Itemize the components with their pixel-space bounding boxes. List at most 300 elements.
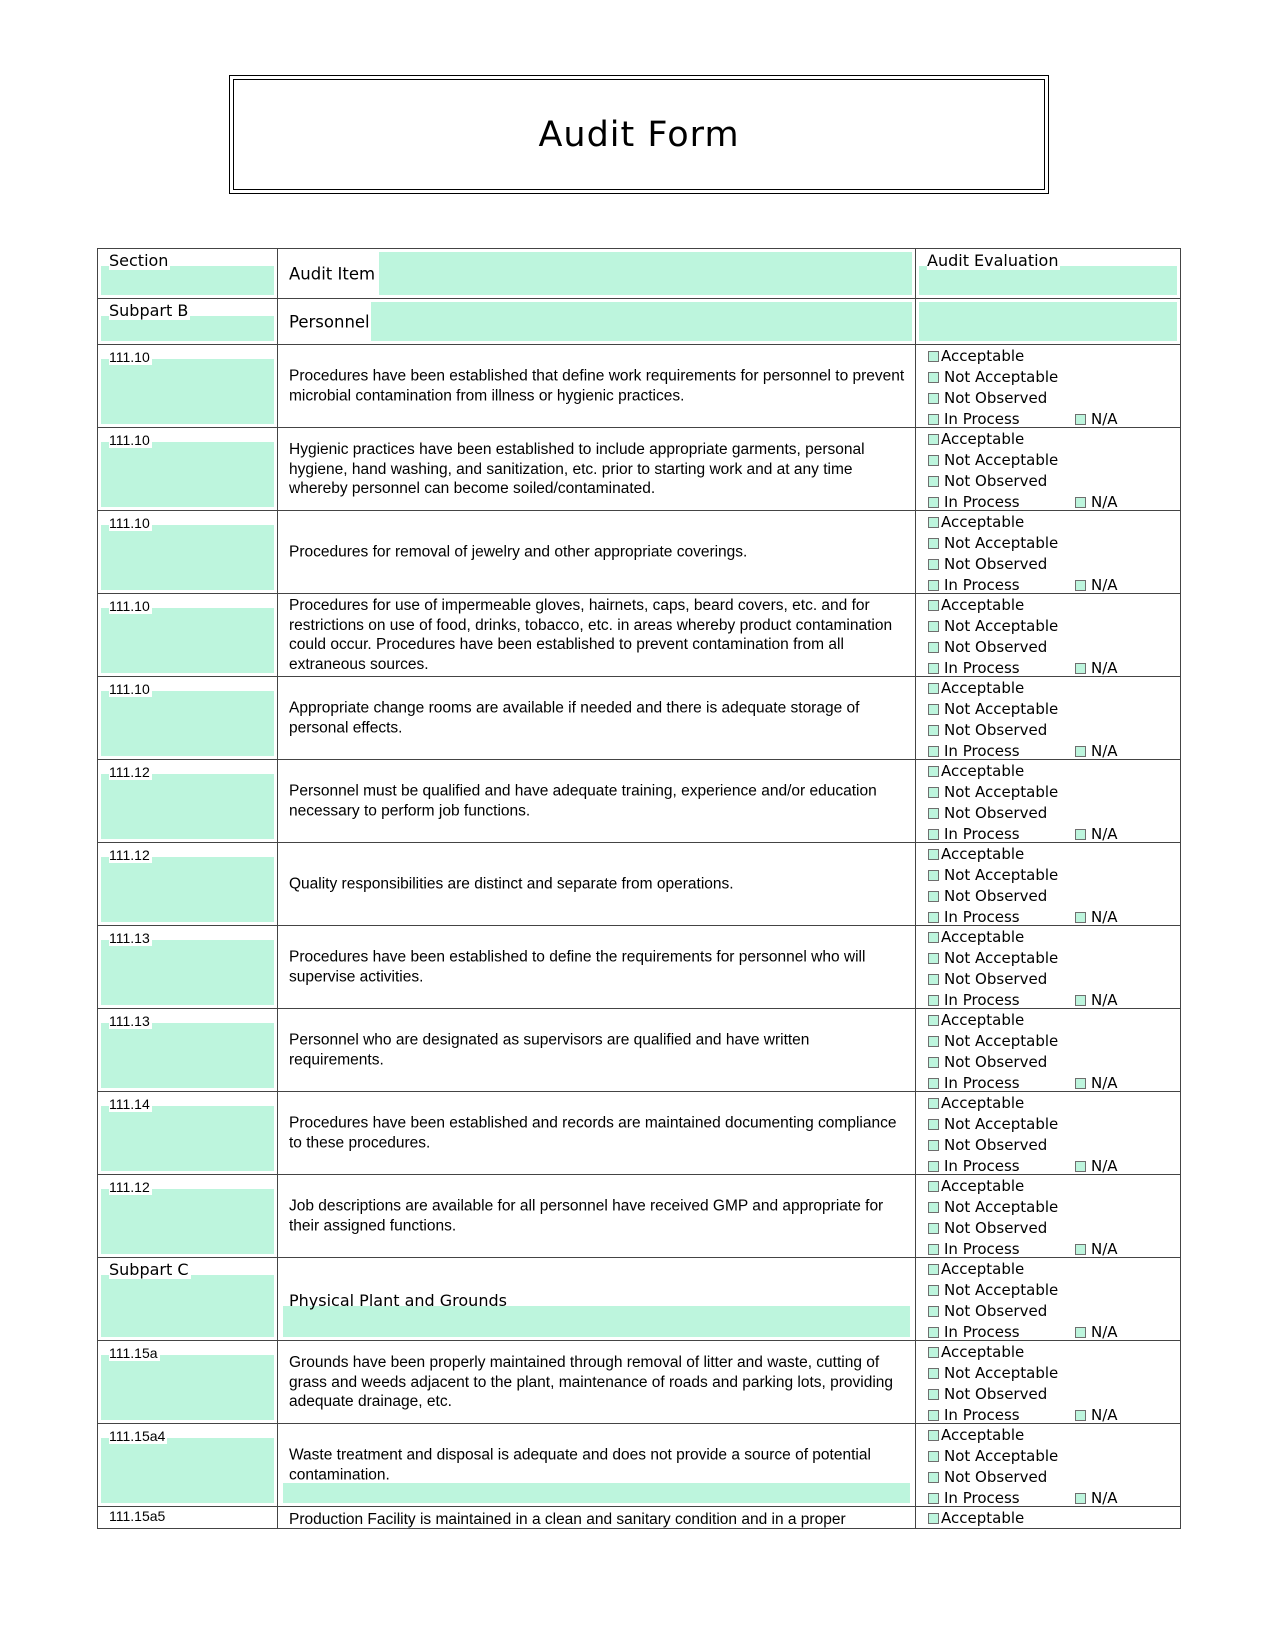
checkbox-in-process[interactable] [928,741,1020,761]
checkbox-not-observed[interactable] [928,471,1047,491]
checkbox-na[interactable] [1075,1239,1118,1259]
checkbox-not-acceptable[interactable] [928,1363,1058,1383]
item-cell [278,1507,916,1529]
checkbox-box[interactable] [928,559,939,570]
table-row [98,926,1181,1009]
subpart-row [98,1258,1181,1341]
checkbox-na[interactable] [1075,1322,1118,1342]
page-title: Audit Form [538,114,740,155]
item-text: Personnel who are designated as supervisors are qualified and have written requirements. [289,1031,810,1068]
item-cell [278,1424,916,1507]
checkbox-box[interactable] [1075,746,1086,757]
checkbox-label: Not Observed [944,472,1048,490]
checkbox-box[interactable] [1075,663,1086,674]
evaluation-options [928,1258,1180,1340]
checkbox-label: N/A [1091,1240,1118,1258]
checkbox-acceptable[interactable] [928,595,1024,615]
section-label: 111.12 [109,847,150,863]
checkbox-label: In Process [944,742,1020,760]
checkbox-not-observed[interactable] [928,969,1047,989]
checkbox-box[interactable] [928,1410,939,1421]
checkbox-box[interactable] [928,372,939,383]
checkbox-label: In Process [944,493,1020,511]
checkbox-box[interactable] [1075,1078,1086,1089]
checkbox-label: N/A [1091,991,1118,1009]
checkbox-box[interactable] [928,808,939,819]
checkbox-label: Acceptable [941,1426,1025,1444]
evaluation-options [928,1009,1180,1091]
header-row [98,249,1181,299]
checkbox-label: In Process [944,825,1020,843]
header-item-cell[interactable] [278,249,916,299]
checkbox-label: Acceptable [941,1509,1025,1527]
item-header-field[interactable] [379,252,912,295]
checkbox-in-process[interactable] [928,907,1020,927]
checkbox-label: Acceptable [941,679,1025,697]
checkbox-na[interactable] [1075,1405,1118,1425]
audit-table [97,248,1181,1529]
section-cell[interactable] [98,1009,278,1092]
table-row [98,1424,1181,1507]
checkbox-label: Not Observed [944,1385,1048,1403]
checkbox-in-process[interactable] [928,824,1020,844]
item-text: Physical Plant and Grounds [289,1291,507,1310]
evaluation-cell [916,594,1181,677]
checkbox-acceptable[interactable] [928,512,1024,532]
checkbox-box[interactable] [1075,912,1086,923]
table-row [98,677,1181,760]
checkbox-box[interactable] [928,434,939,445]
checkbox-label: In Process [944,1240,1020,1258]
checkbox-box[interactable] [928,974,939,985]
checkbox-box[interactable] [1075,1327,1086,1338]
checkbox-not-observed[interactable] [928,1218,1047,1238]
checkbox-in-process[interactable] [928,1322,1020,1342]
checkbox-label: N/A [1091,1489,1118,1507]
section-field[interactable] [101,1355,274,1420]
checkbox-na[interactable] [1075,1073,1118,1093]
section-field[interactable] [101,442,274,507]
checkbox-not-acceptable[interactable] [928,782,1058,802]
checkbox-label: Not Observed [944,389,1048,407]
checkbox-box[interactable] [928,1472,939,1483]
eval-header-field[interactable] [919,266,1177,295]
checkbox-label: Acceptable [941,596,1025,614]
checkbox-label: N/A [1091,742,1118,760]
checkbox-label: Not Observed [944,1136,1048,1154]
section-field[interactable] [101,940,274,1005]
evaluation-options [928,594,1180,676]
evaluation-options [928,1507,1180,1528]
checkbox-na[interactable] [1075,658,1118,678]
item-text: Personnel must be qualified and have adequate training, experience and/or education necessary to perform job functions. [289,782,877,819]
checkbox-box[interactable] [928,414,939,425]
section-cell[interactable] [98,1424,278,1507]
checkbox-not-observed[interactable] [928,886,1047,906]
checkbox-label: Not Observed [944,1053,1048,1071]
checkbox-box[interactable] [1075,1410,1086,1421]
checkbox-label: In Process [944,659,1020,677]
checkbox-na[interactable] [1075,990,1118,1010]
evaluation-cell [916,1175,1181,1258]
checkbox-box[interactable] [928,704,939,715]
item-cell [278,1009,916,1092]
section-field[interactable] [101,1275,274,1337]
checkbox-not-acceptable[interactable] [928,865,1058,885]
checkbox-not-observed[interactable] [928,1135,1047,1155]
checkbox-not-observed[interactable] [928,1467,1047,1487]
checkbox-label: In Process [944,1489,1020,1507]
checkbox-acceptable[interactable] [928,346,1024,366]
checkbox-box[interactable] [1075,1244,1086,1255]
checkbox-label: Not Acceptable [944,949,1059,967]
checkbox-not-observed[interactable] [928,1052,1047,1072]
checkbox-na[interactable] [1075,1156,1118,1176]
checkbox-label: Not Observed [944,638,1048,656]
checkbox-box[interactable] [1075,995,1086,1006]
section-cell[interactable] [98,1507,278,1529]
checkbox-acceptable[interactable] [928,761,1024,781]
checkbox-acceptable[interactable] [928,844,1024,864]
checkbox-acceptable[interactable] [928,1342,1024,1362]
checkbox-box[interactable] [928,1327,939,1338]
checkbox-box[interactable] [928,870,939,881]
checkbox-box[interactable] [928,1181,939,1192]
checkbox-not-acceptable[interactable] [928,367,1058,387]
checkbox-not-acceptable[interactable] [928,1446,1058,1466]
checkbox-box[interactable] [928,580,939,591]
title-box [229,75,1049,194]
section-field[interactable] [101,1438,274,1503]
section-field[interactable] [101,266,274,295]
item-cell [278,926,916,1009]
section-field[interactable] [101,1189,274,1254]
header-eval-cell[interactable] [916,249,1181,299]
checkbox-label: Not Acceptable [944,783,1059,801]
checkbox-box[interactable] [928,1036,939,1047]
checkbox-na[interactable] [1075,824,1118,844]
checkbox-label: In Process [944,1074,1020,1092]
checkbox-label: Not Acceptable [944,700,1059,718]
checkbox-box[interactable] [928,476,939,487]
checkbox-acceptable[interactable] [928,1093,1024,1113]
item-cell [278,511,916,594]
section-field[interactable] [101,525,274,590]
checkbox-not-observed[interactable] [928,637,1047,657]
subpart-row [98,1507,1181,1529]
section-field[interactable] [101,774,274,839]
checkbox-box[interactable] [928,829,939,840]
checkbox-box[interactable] [928,1285,939,1296]
checkbox-box[interactable] [928,1057,939,1068]
checkbox-not-acceptable[interactable] [928,1197,1058,1217]
section-label: 111.12 [109,764,150,780]
checkbox-box[interactable] [1075,414,1086,425]
evaluation-options [928,926,1180,1008]
checkbox-label: Not Acceptable [944,1281,1059,1299]
item-text: Appropriate change rooms are available if needed and there is adequate storage of personal effects. [289,699,860,736]
table-row [98,1009,1181,1092]
section-field[interactable] [101,608,274,673]
item-cell [278,428,916,511]
evaluation-cell [916,1341,1181,1424]
checkbox-acceptable[interactable] [928,927,1024,947]
checkbox-in-process[interactable] [928,492,1020,512]
checkbox-box[interactable] [928,663,939,674]
checkbox-label: Acceptable [941,513,1025,531]
evaluation-cell [916,926,1181,1009]
section-cell[interactable] [98,594,278,677]
checkbox-in-process[interactable] [928,1073,1020,1093]
checkbox-not-observed[interactable] [928,803,1047,823]
item-text: Production Facility is maintained in a clean and sanitary condition and in a proper [289,1511,846,1528]
checkbox-label: Not Acceptable [944,1032,1059,1050]
section-cell[interactable] [98,1258,278,1341]
section-field[interactable] [101,1106,274,1171]
checkbox-label: Acceptable [941,1177,1025,1195]
checkbox-not-acceptable[interactable] [928,948,1058,968]
checkbox-acceptable[interactable] [928,1259,1024,1279]
checkbox-box[interactable] [928,1119,939,1130]
checkbox-box[interactable] [928,455,939,466]
checkbox-box[interactable] [928,932,939,943]
item-cell [278,843,916,926]
checkbox-box[interactable] [928,849,939,860]
checkbox-label: Not Observed [944,721,1048,739]
section-cell[interactable] [98,843,278,926]
subpart-row [98,299,1181,345]
item-field[interactable] [283,1306,910,1337]
evaluation-options [928,1341,1180,1423]
checkbox-label: Not Acceptable [944,534,1059,552]
checkbox-box[interactable] [928,1223,939,1234]
checkbox-box[interactable] [1075,1161,1086,1172]
section-label: 111.10 [109,349,150,365]
checkbox-box[interactable] [928,1389,939,1400]
checkbox-not-acceptable[interactable] [928,1280,1058,1300]
checkbox-in-process[interactable] [928,409,1020,429]
checkbox-not-observed[interactable] [928,388,1047,408]
checkbox-in-process[interactable] [928,1156,1020,1176]
checkbox-box[interactable] [928,1347,939,1358]
checkbox-label: N/A [1091,1406,1118,1424]
evaluation-cell [916,428,1181,511]
checkbox-box[interactable] [928,351,939,362]
checkbox-label: N/A [1091,908,1118,926]
checkbox-acceptable[interactable] [928,1176,1024,1196]
checkbox-box[interactable] [928,725,939,736]
checkbox-box[interactable] [928,787,939,798]
checkbox-box[interactable] [928,1493,939,1504]
evaluation-cell [916,1507,1181,1529]
eval-field[interactable] [919,302,1177,341]
checkbox-box[interactable] [928,683,939,694]
section-cell[interactable] [98,677,278,760]
checkbox-na[interactable] [1075,907,1118,927]
checkbox-in-process[interactable] [928,575,1020,595]
item-text: Personnel [289,312,370,331]
checkbox-label: Acceptable [941,347,1025,365]
checkbox-acceptable[interactable] [928,1010,1024,1030]
checkbox-not-observed[interactable] [928,1301,1047,1321]
checkbox-label: Not Observed [944,1219,1048,1237]
checkbox-box[interactable] [928,1202,939,1213]
evaluation-cell [916,1258,1181,1341]
checkbox-label: Acceptable [941,845,1025,863]
checkbox-box[interactable] [928,1264,939,1275]
item-text: Job descriptions are available for all personnel have received GMP and appropriate for their assigned functions. [289,1197,884,1234]
item-text: Hygienic practices have been established to include appropriate garments, personal hygiene, hand washing, and sanitization, etc. prior to starting work and at any time whereby personnel can become soiled/contaminated. [289,440,865,497]
checkbox-box[interactable] [928,538,939,549]
checkbox-box[interactable] [928,621,939,632]
section-field[interactable] [101,359,274,424]
checkbox-box[interactable] [928,1015,939,1026]
section-label: 111.10 [109,598,150,614]
checkbox-label: In Process [944,576,1020,594]
evaluation-cell [916,345,1181,428]
checkbox-label: Acceptable [941,762,1025,780]
section-label: 111.10 [109,681,150,697]
checkbox-label: N/A [1091,1074,1118,1092]
section-cell[interactable] [98,345,278,428]
item-field[interactable] [371,302,912,341]
item-field[interactable] [283,1483,910,1503]
checkbox-box[interactable] [928,1161,939,1172]
checkbox-box[interactable] [928,393,939,404]
checkbox-in-process[interactable] [928,1239,1020,1259]
checkbox-not-acceptable[interactable] [928,616,1058,636]
checkbox-not-acceptable[interactable] [928,1114,1058,1134]
checkbox-label: Acceptable [941,928,1025,946]
table-row [98,760,1181,843]
checkbox-na[interactable] [1075,575,1118,595]
checkbox-label: Not Observed [944,970,1048,988]
checkbox-box[interactable] [928,1368,939,1379]
section-field[interactable] [101,691,274,756]
evaluation-cell [916,760,1181,843]
item-text: Procedures have been established that define work requirements for personnel to prevent microbial contamination from illness or hygienic practices. [289,367,905,404]
checkbox-in-process[interactable] [928,1405,1020,1425]
checkbox-not-acceptable[interactable] [928,699,1058,719]
checkbox-box[interactable] [928,600,939,611]
item-text: Grounds have been properly maintained through removal of litter and waste, cutting of grass and weeds adjacent to the plant, maintenance of roads and parking lots, providing adequate drainage, etc. [289,1353,894,1410]
section-cell[interactable] [98,760,278,843]
checkbox-acceptable[interactable] [928,429,1024,449]
checkbox-acceptable[interactable] [928,1508,1024,1528]
checkbox-box[interactable] [928,1513,939,1524]
checkbox-box[interactable] [928,995,939,1006]
checkbox-box[interactable] [928,1451,939,1462]
section-cell[interactable] [98,1175,278,1258]
evaluation-cell [916,1009,1181,1092]
section-cell[interactable] [98,926,278,1009]
checkbox-label: Acceptable [941,1343,1025,1361]
checkbox-label: Not Observed [944,555,1048,573]
section-label: 111.15a [109,1345,158,1361]
item-cell [278,1341,916,1424]
checkbox-box[interactable] [928,912,939,923]
section-field[interactable] [101,1023,274,1088]
section-cell[interactable] [98,1341,278,1424]
checkbox-label: Acceptable [941,1094,1025,1112]
evaluation-cell [916,843,1181,926]
checkbox-label: N/A [1091,410,1118,428]
checkbox-box[interactable] [928,891,939,902]
item-text: Procedures have been established to define the requirements for personnel who will supervise activities. [289,948,866,985]
checkbox-label: Acceptable [941,1011,1025,1029]
checkbox-not-acceptable[interactable] [928,450,1058,470]
section-label: 111.10 [109,515,150,531]
checkbox-not-observed[interactable] [928,1384,1047,1404]
checkbox-in-process[interactable] [928,1488,1020,1508]
checkbox-label: In Process [944,991,1020,1009]
section-cell[interactable] [98,299,278,345]
checkbox-box[interactable] [928,497,939,508]
evaluation-cell [916,1092,1181,1175]
section-cell[interactable] [98,1092,278,1175]
checkbox-box[interactable] [928,642,939,653]
checkbox-na[interactable] [1075,409,1118,429]
checkbox-box[interactable] [928,746,939,757]
checkbox-in-process[interactable] [928,658,1020,678]
checkbox-box[interactable] [928,1306,939,1317]
evaluation-cell [916,299,1181,345]
checkbox-na[interactable] [1075,1488,1118,1508]
title-box-inner [233,79,1045,190]
section-cell[interactable] [98,511,278,594]
item-cell [278,677,916,760]
checkbox-label: N/A [1091,1323,1118,1341]
table-row [98,345,1181,428]
checkbox-na[interactable] [1075,492,1118,512]
header-section-cell[interactable] [98,249,278,299]
evaluation-cell [916,1424,1181,1507]
checkbox-box[interactable] [928,953,939,964]
table-row [98,511,1181,594]
checkbox-not-observed[interactable] [928,554,1047,574]
checkbox-label: Not Observed [944,804,1048,822]
checkbox-not-acceptable[interactable] [928,1031,1058,1051]
checkbox-box[interactable] [928,766,939,777]
checkbox-in-process[interactable] [928,990,1020,1010]
checkbox-label: Not Acceptable [944,1198,1059,1216]
checkbox-acceptable[interactable] [928,1425,1024,1445]
checkbox-box[interactable] [928,1098,939,1109]
checkbox-not-observed[interactable] [928,720,1047,740]
checkbox-na[interactable] [1075,741,1118,761]
checkbox-acceptable[interactable] [928,678,1024,698]
checkbox-label: N/A [1091,825,1118,843]
checkbox-box[interactable] [928,1140,939,1151]
checkbox-box[interactable] [928,1244,939,1255]
evaluation-options [928,843,1180,925]
checkbox-not-acceptable[interactable] [928,533,1058,553]
table-row [98,1341,1181,1424]
item-cell [278,594,916,677]
checkbox-box[interactable] [928,517,939,528]
checkbox-box[interactable] [1075,829,1086,840]
checkbox-box[interactable] [928,1430,939,1441]
section-field[interactable] [101,857,274,922]
item-cell [278,1175,916,1258]
checkbox-box[interactable] [1075,1493,1086,1504]
checkbox-box[interactable] [1075,580,1086,591]
checkbox-box[interactable] [928,1078,939,1089]
checkbox-box[interactable] [1075,497,1086,508]
section-cell[interactable] [98,428,278,511]
table-row [98,843,1181,926]
checkbox-label: Not Acceptable [944,368,1059,386]
